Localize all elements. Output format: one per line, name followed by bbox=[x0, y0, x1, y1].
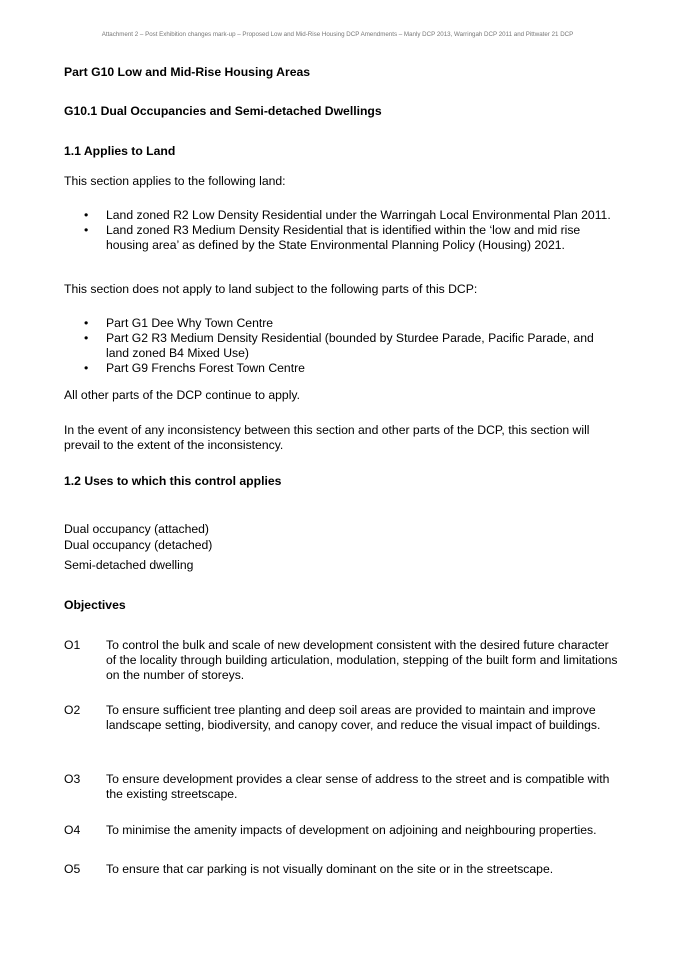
section-title: G10.1 Dual Occupancies and Semi-detached Dwellings bbox=[64, 104, 382, 118]
objective-text: To minimise the amenity impacts of development on adjoining and neighbouring properties. bbox=[106, 823, 597, 837]
inconsistency-text: In the event of any inconsistency between this section and other parts of the DCP, this section will prevail to the extent of the inconsistency. bbox=[64, 423, 590, 452]
objective-code: O2 bbox=[64, 703, 81, 717]
list-item: • Land zoned R3 Medium Density Residential that is identified within the ‘low and mid rise housing area’ as defined by the State Environmental Planning Policy (Housing) 2021. bbox=[64, 223, 619, 253]
use-item: Dual occupancy (detached) bbox=[64, 538, 213, 552]
list-item: • Part G1 Dee Why Town Centre bbox=[64, 316, 619, 331]
objective-text: To control the bulk and scale of new development consistent with the desired future character of the locality through building articulation, modulation, stepping of the built form and limitations on the number of storeys. bbox=[106, 638, 618, 682]
objective-item bbox=[64, 862, 619, 877]
objective-text: To ensure sufficient tree planting and deep soil areas are provided to maintain and improve landscape setting, biodiversity, and canopy cover, and reduce the visual impact of buildings. bbox=[106, 703, 601, 732]
objective-item bbox=[64, 823, 619, 838]
objective-item bbox=[64, 638, 619, 683]
list-item: • Land zoned R2 Low Density Residential under the Warringah Local Environmental Plan 2011. bbox=[64, 208, 619, 223]
objectives-heading: Objectives bbox=[64, 598, 126, 612]
objective-code: O1 bbox=[64, 638, 81, 652]
objective-code: O5 bbox=[64, 862, 81, 876]
objective-code: O4 bbox=[64, 823, 81, 837]
applies-bullet-list bbox=[64, 208, 619, 253]
exclusion-bullet-list bbox=[64, 316, 619, 376]
page-header: Attachment 2 – Post Exhibition changes mark-up – Proposed Low and Mid-Rise Housing DCP Amendments – Manly DCP 2013, Warringah DCP 2011 and Pittwater 21 DCP bbox=[101, 31, 574, 38]
applies-intro: This section applies to the following land: bbox=[64, 174, 286, 188]
objective-item bbox=[64, 772, 619, 802]
objective-code: O3 bbox=[64, 772, 81, 786]
list-item: • Part G9 Frenchs Forest Town Centre bbox=[64, 361, 619, 376]
use-item: Semi-detached dwelling bbox=[64, 558, 194, 572]
use-item: Dual occupancy (attached) bbox=[64, 522, 209, 536]
exclusion-intro: This section does not apply to land subject to the following parts of this DCP: bbox=[64, 282, 478, 296]
objective-text: To ensure that car parking is not visually dominant on the site or in the streetscape. bbox=[106, 862, 554, 876]
applies-heading: 1.1 Applies to Land bbox=[64, 144, 176, 158]
list-item: • Part G2 R3 Medium Density Residential (bounded by Sturdee Parade, Pacific Parade, and land zoned B4 Mixed Use) bbox=[64, 331, 619, 361]
objective-text: To ensure development provides a clear sense of address to the street and is compatible with the existing streetscape. bbox=[106, 772, 610, 801]
objective-item bbox=[64, 703, 619, 733]
part-title: Part G10 Low and Mid-Rise Housing Areas bbox=[64, 65, 311, 79]
other-parts-text: All other parts of the DCP continue to apply. bbox=[64, 388, 300, 402]
uses-heading: 1.2 Uses to which this control applies bbox=[64, 474, 282, 488]
